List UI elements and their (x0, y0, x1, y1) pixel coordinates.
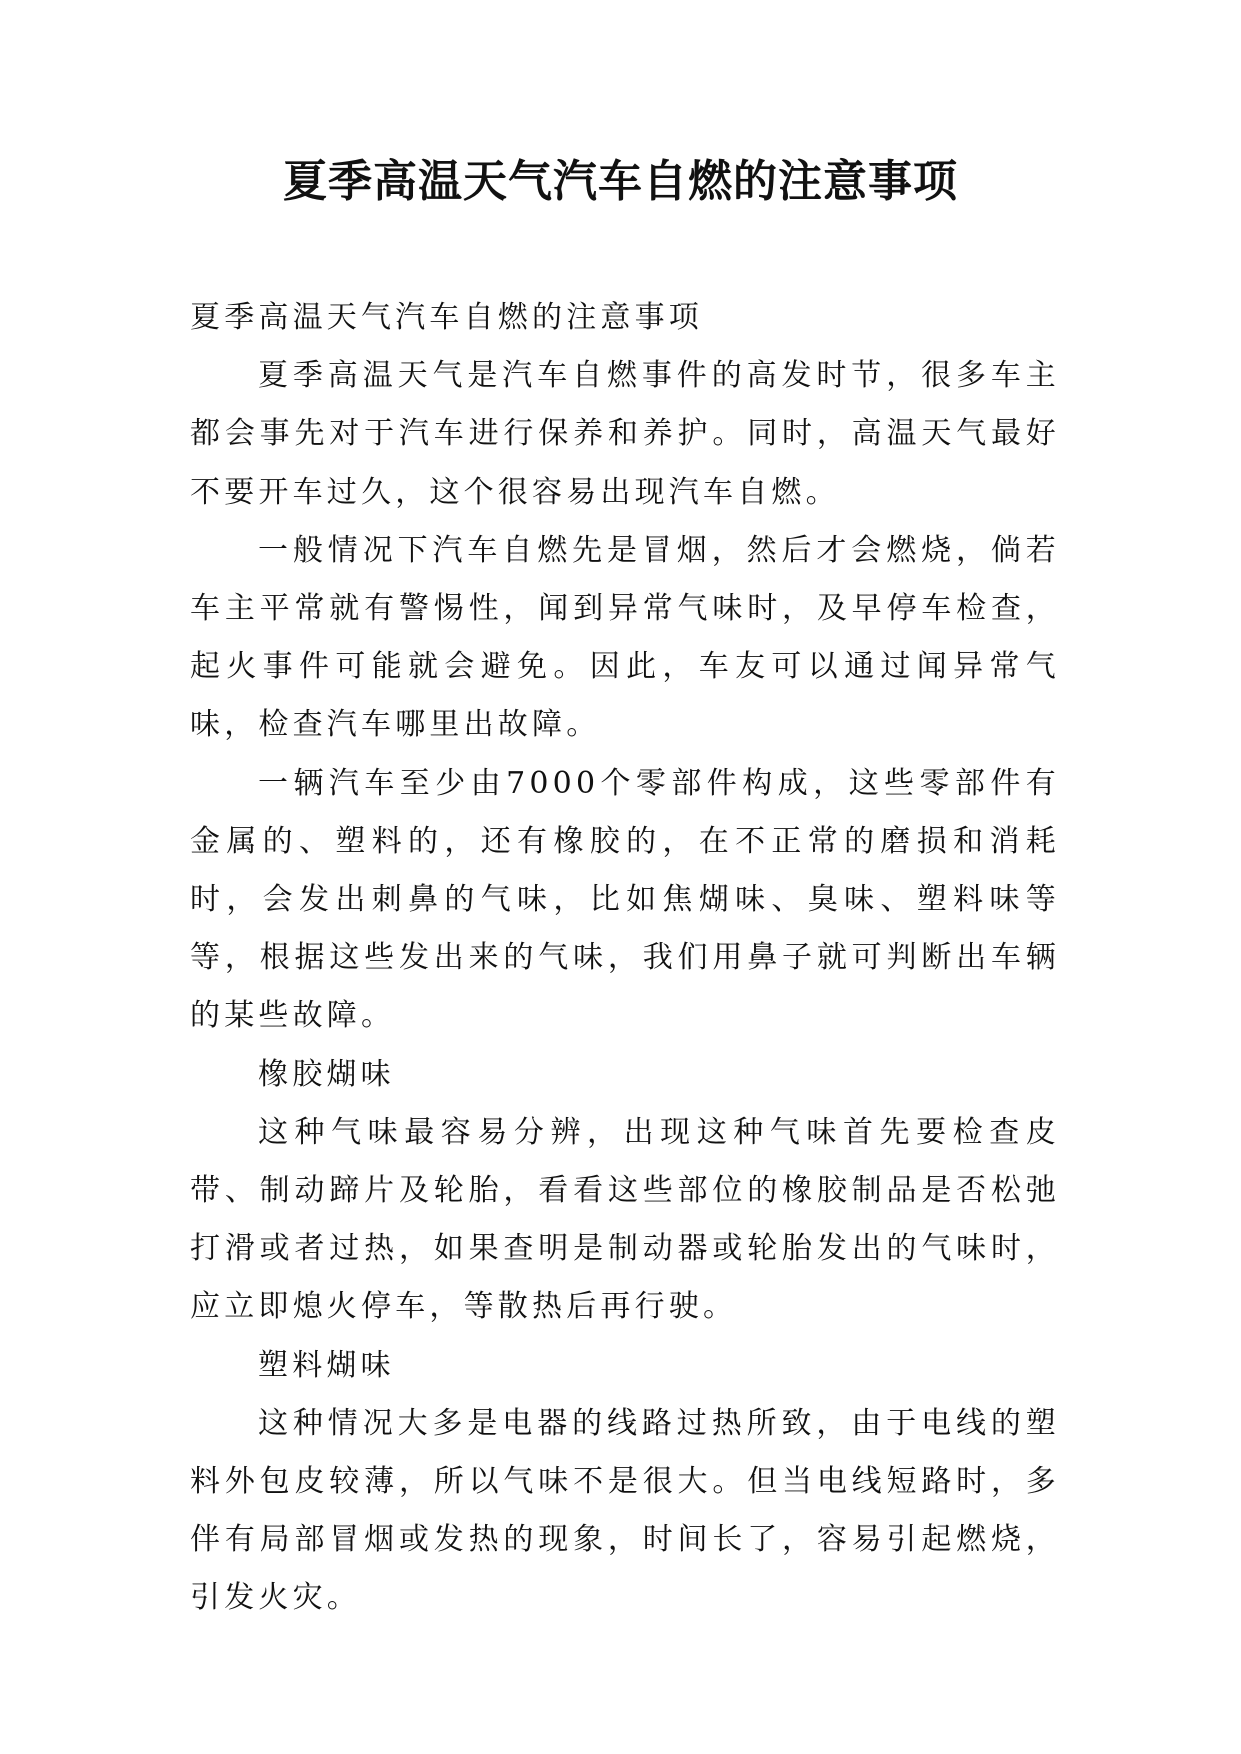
paragraph-smoke: 一般情况下汽车自燃先是冒烟，然后才会燃烧，倘若车主平常就有警惕性，闻到异常气味时，及早停车检查，起火事件可能就会避免。因此，车友可以通过闻异常气味，检查汽车哪里出故障。 (190, 532, 1060, 743)
subtitle-line: 夏季高温天气汽车自燃的注意事项 (190, 300, 703, 335)
paragraph-rubber: 这种气味最容易分辨，出现这种气味首先要检查皮带、制动蹄片及轮胎，看看这些部位的橡胶制品是否松弛打滑或者过热，如果查明是制动器或轮胎发出的气味时，应立即熄火停车，等散热后再行驶。 (190, 1114, 1060, 1325)
document-title: 夏季高温天气汽车自燃的注意事项 (283, 156, 958, 207)
section-heading-rubber: 橡胶煳味 (258, 1056, 395, 1092)
paragraph-parts: 一辆汽车至少由7000个零部件构成，这些零部件有金属的、塑料的，还有橡胶的，在不正常的磨损和消耗时，会发出刺鼻的气味，比如焦煳味、臭味、塑料味等等，根据这些发出来的气味，我们用鼻子就可判断出车辆的某些故障。 (190, 765, 1060, 1034)
paragraph-intro: 夏季高温天气是汽车自燃事件的高发时节，很多车主都会事先对于汽车进行保养和养护。同时，高温天气最好不要开车过久，这个很容易出现汽车自燃。 (190, 358, 1060, 510)
section-heading-plastic: 塑料煳味 (258, 1347, 395, 1383)
paragraph-plastic: 这种情况大多是电器的线路过热所致，由于电线的塑料外包皮较薄，所以气味不是很大。但当电线短路时，多伴有局部冒烟或发热的现象，时间长了，容易引起燃烧，引发火灾。 (190, 1405, 1060, 1616)
document-body (190, 289, 1060, 1628)
